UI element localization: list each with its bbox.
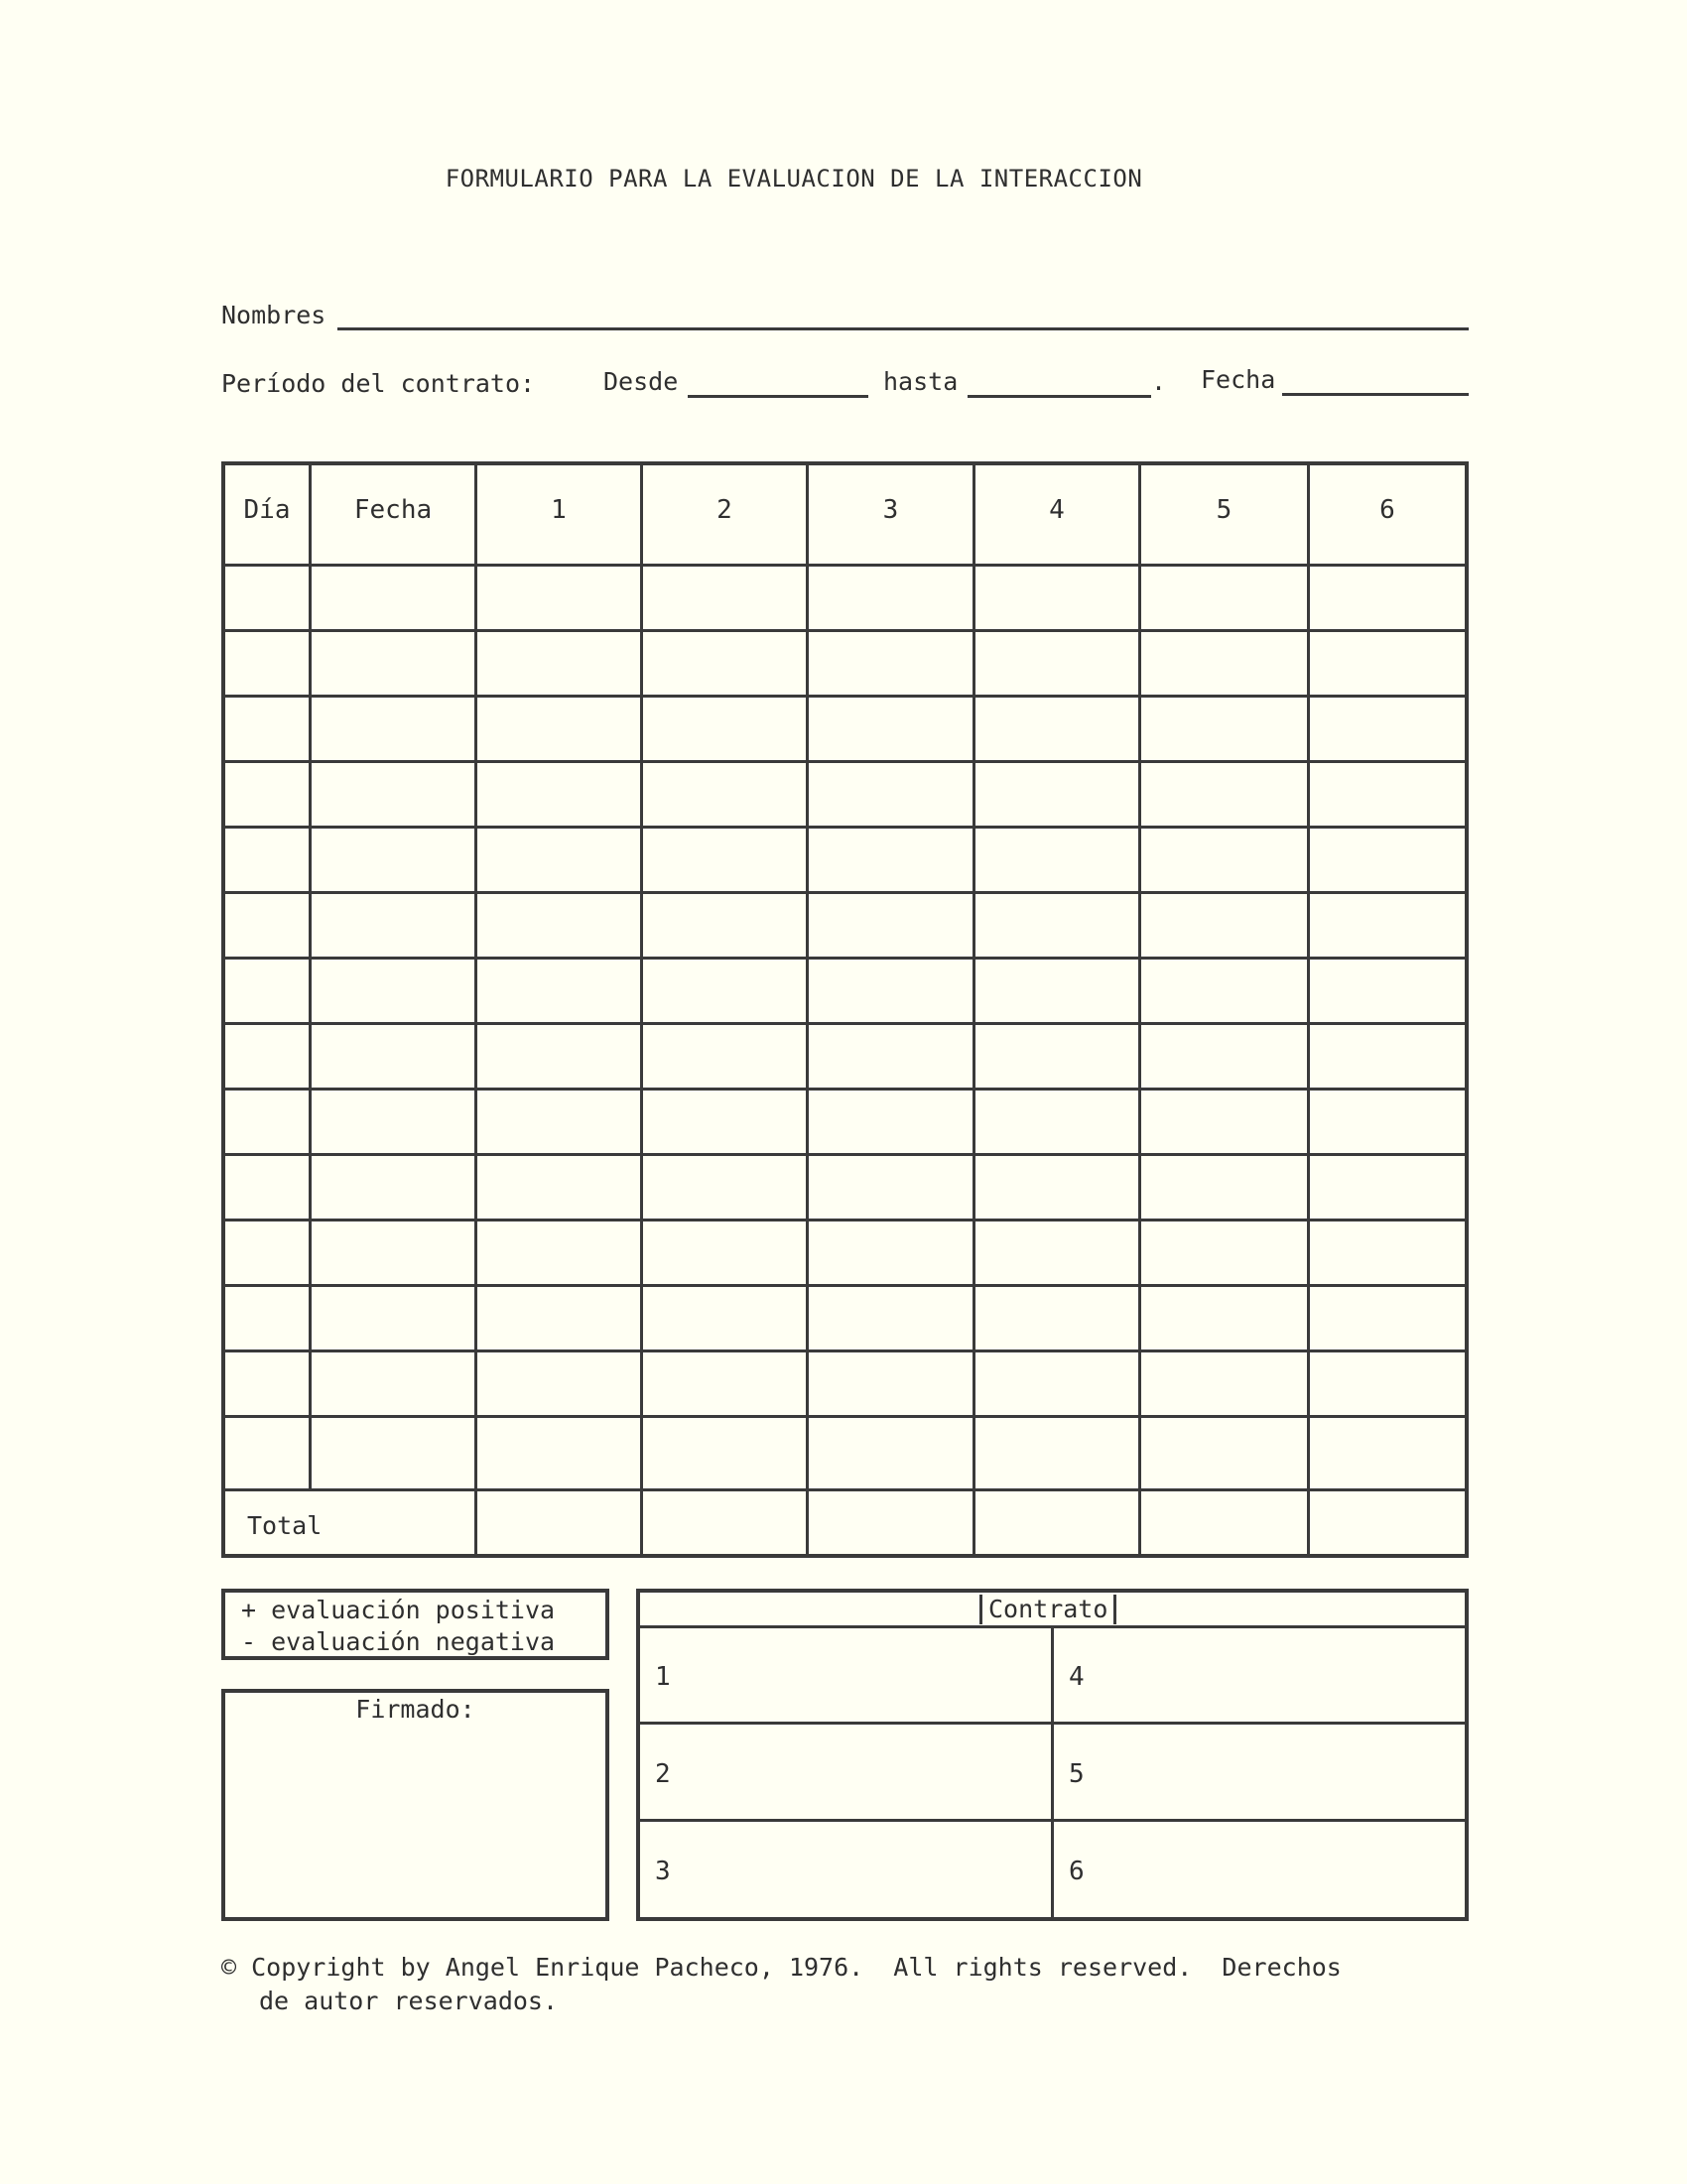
contract-item-6: 6 — [1069, 1857, 1085, 1886]
row-divider — [225, 1088, 1465, 1091]
contract-item-5: 5 — [1069, 1759, 1085, 1789]
contract-item-4: 4 — [1069, 1662, 1085, 1692]
header-divider — [225, 564, 1465, 567]
signature-label: Firmado: — [355, 1695, 475, 1724]
row-divider — [225, 1415, 1465, 1418]
contract-row-divider — [640, 1819, 1465, 1822]
header-item-2: 2 — [716, 495, 732, 525]
evaluation-table — [221, 461, 1469, 1558]
names-label: Nombres — [221, 301, 326, 329]
row-divider — [225, 1219, 1465, 1221]
row-divider — [225, 1284, 1465, 1287]
names-field[interactable] — [337, 327, 1469, 330]
row-divider — [225, 891, 1465, 894]
copyright-line-2: de autor reservados. — [259, 1987, 559, 2015]
header-item-4: 4 — [1049, 495, 1065, 525]
legend-positive: + evaluación positiva — [241, 1596, 556, 1624]
signature-box[interactable] — [221, 1689, 609, 1921]
to-label: hasta — [883, 367, 959, 396]
row-divider — [225, 957, 1465, 960]
total-divider — [225, 1488, 1465, 1491]
date-field[interactable] — [1282, 393, 1469, 396]
contract-item-1: 1 — [655, 1662, 671, 1692]
header-item-3: 3 — [882, 495, 899, 525]
contract-box — [636, 1589, 1469, 1921]
row-divider — [225, 695, 1465, 698]
row-divider — [225, 1153, 1465, 1156]
period-label: Período del contrato: — [221, 369, 536, 398]
row-divider — [225, 1022, 1465, 1025]
period-separator: . — [1151, 367, 1167, 396]
copyright-notice — [221, 1951, 1482, 2018]
from-date-field[interactable] — [688, 395, 868, 398]
legend-box — [221, 1589, 609, 1660]
header-item-5: 5 — [1216, 495, 1233, 525]
header-day: Día — [243, 495, 291, 525]
header-item-1: 1 — [551, 495, 567, 525]
row-divider — [225, 760, 1465, 763]
legend-negative: - evaluación negativa — [241, 1627, 556, 1656]
copyright-line-1: © Copyright by Angel Enrique Pacheco, 1976. All rights reserved. Derechos — [221, 1953, 1342, 1982]
row-divider — [225, 629, 1465, 632]
contract-item-3: 3 — [655, 1857, 671, 1886]
total-label: Total — [247, 1511, 323, 1540]
row-divider — [225, 1349, 1465, 1352]
date-label: Fecha — [1201, 365, 1276, 394]
contract-title: Contrato — [979, 1595, 1116, 1624]
contract-col-divider — [1051, 1628, 1054, 1917]
contract-item-2: 2 — [655, 1759, 671, 1789]
header-item-6: 6 — [1379, 495, 1395, 525]
row-divider — [225, 826, 1465, 829]
from-label: Desde — [603, 367, 679, 396]
to-date-field[interactable] — [968, 395, 1151, 398]
form-title: FORMULARIO PARA LA EVALUACION DE LA INTERACCION — [445, 165, 1143, 193]
contract-row-divider — [640, 1722, 1465, 1725]
col-divider-day — [309, 465, 312, 1491]
header-date: Fecha — [353, 495, 433, 525]
